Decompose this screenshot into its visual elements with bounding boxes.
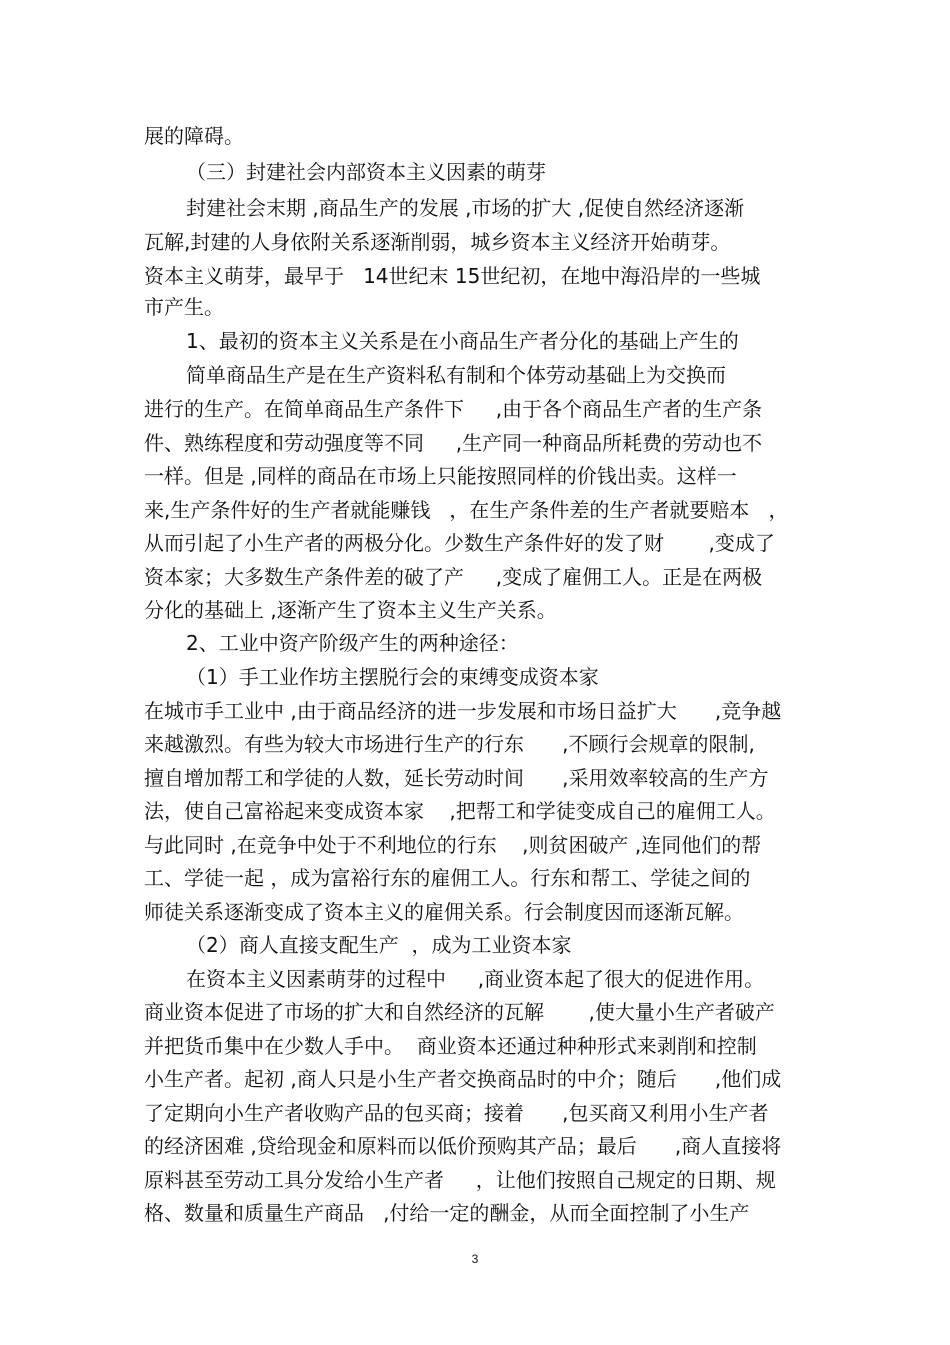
subsection-heading: 2、工业中资产阶级产生的两种途径： — [186, 631, 519, 655]
text-line: 一样。但是 ,同样的商品在市场上只能按照同样的价钱出卖。这样一 — [144, 464, 737, 488]
text-line: 市产生。 — [144, 295, 224, 319]
text-line: 原料甚至劳动工具分发给小生产者 ，让他们按照自己规定的日期、规 — [144, 1168, 776, 1192]
text-line: 商业资本促进了市场的扩大和自然经济的瓦解 ,使大量小生产者破产 — [144, 1000, 775, 1024]
text-line: 资本主义萌芽，最早于 14世纪末 15世纪初，在地中海沿岸的一些城 — [144, 264, 761, 288]
text-line: 工、学徒一起 ，成为富裕行东的雇佣工人。行东和帮工、学徒之间的 — [144, 866, 751, 890]
text-line: 与此同时 ,在竞争中处于不利地位的行东 ,则贫困破产 ,连同他们的帮 — [144, 833, 762, 857]
text-line: 资本家；大多数生产条件差的破了产 ,变成了雇佣工人。正是在两极 — [144, 565, 763, 589]
text-line: 瓦解,封建的人身依附关系逐渐削弱，城乡资本主义经济开始萌芽。 — [144, 230, 731, 254]
subsection-heading: （1）手工业作坊主摆脱行会的束缚变成资本家 — [186, 665, 599, 689]
page-number: 3 — [471, 1252, 479, 1266]
text-line: 简单商品生产是在生产资料私有制和个体劳动基础上为交换而 — [186, 363, 726, 387]
text-line: 师徒关系逐渐变成了资本主义的雇佣关系。行会制度因而逐渐瓦解。 — [144, 900, 744, 924]
subsection-heading: 1、最初的资本主义关系是在小商品生产者分化的基础上产生的 — [186, 329, 739, 353]
subsection-heading: （2）商人直接支配生产 ，成为工业资本家 — [186, 933, 572, 957]
text-line: 法，使自己富裕起来变成资本家 ,把帮工和学徒变成自己的雇佣工人。 — [144, 799, 776, 823]
text-line: 来越激烈。有些为较大市场进行生产的行东 ,不顾行会规章的限制, — [144, 732, 755, 756]
text-line: 件、熟练程度和劳动强度等不同 ,生产同一种商品所耗费的劳动也不 — [144, 431, 763, 455]
text-line: 在资本主义因素萌芽的过程中 ,商业资本起了很大的促进作用。 — [186, 967, 765, 991]
text-line: 从而引起了小生产者的两极分化。少数生产条件好的发了财 ,变成了 — [144, 531, 775, 555]
text-line: 来,生产条件好的生产者就能赚钱 ，在生产条件差的生产者就要赔本 ， — [144, 498, 789, 522]
text-line: 在城市手工业中 ,由于商品经济的进一步发展和市场日益扩大 ,竞争越 — [144, 699, 782, 723]
text-line: 小生产者。起初 ,商人只是小生产者交换商品时的中介；随后 ,他们成 — [144, 1067, 782, 1091]
text-line: 封建社会末期 ,商品生产的发展 ,市场的扩大 ,促使自然经济逐渐 — [186, 196, 745, 220]
text-line: 擅自增加帮工和学徒的人数，延长劳动时间 ,采用效率较高的生产方 — [144, 766, 769, 790]
text-line: 格、数量和质量生产商品 ,付给一定的酬金，从而全面控制了小生产 — [144, 1201, 750, 1225]
text-line: 进行的生产。在简单商品生产条件下 ,由于各个商品生产者的生产条 — [144, 397, 763, 421]
section-heading: （三）封建社会内部资本主义因素的萌芽 — [186, 160, 546, 184]
text-line: 展的障碍。 — [144, 124, 244, 148]
text-line: 并把货币集中在少数人手中。 商业资本还通过种种形式来剥削和控制 — [144, 1034, 757, 1058]
text-line: 的经济困难 ,贷给现金和原料而以低价预购其产品；最后 ,商人直接将 — [144, 1134, 782, 1158]
text-line: 了定期向小生产者收购产品的包买商；接着 ,包买商又利用小生产者 — [144, 1101, 769, 1125]
text-line: 分化的基础上 ,逐渐产生了资本主义生产关系。 — [144, 598, 557, 622]
